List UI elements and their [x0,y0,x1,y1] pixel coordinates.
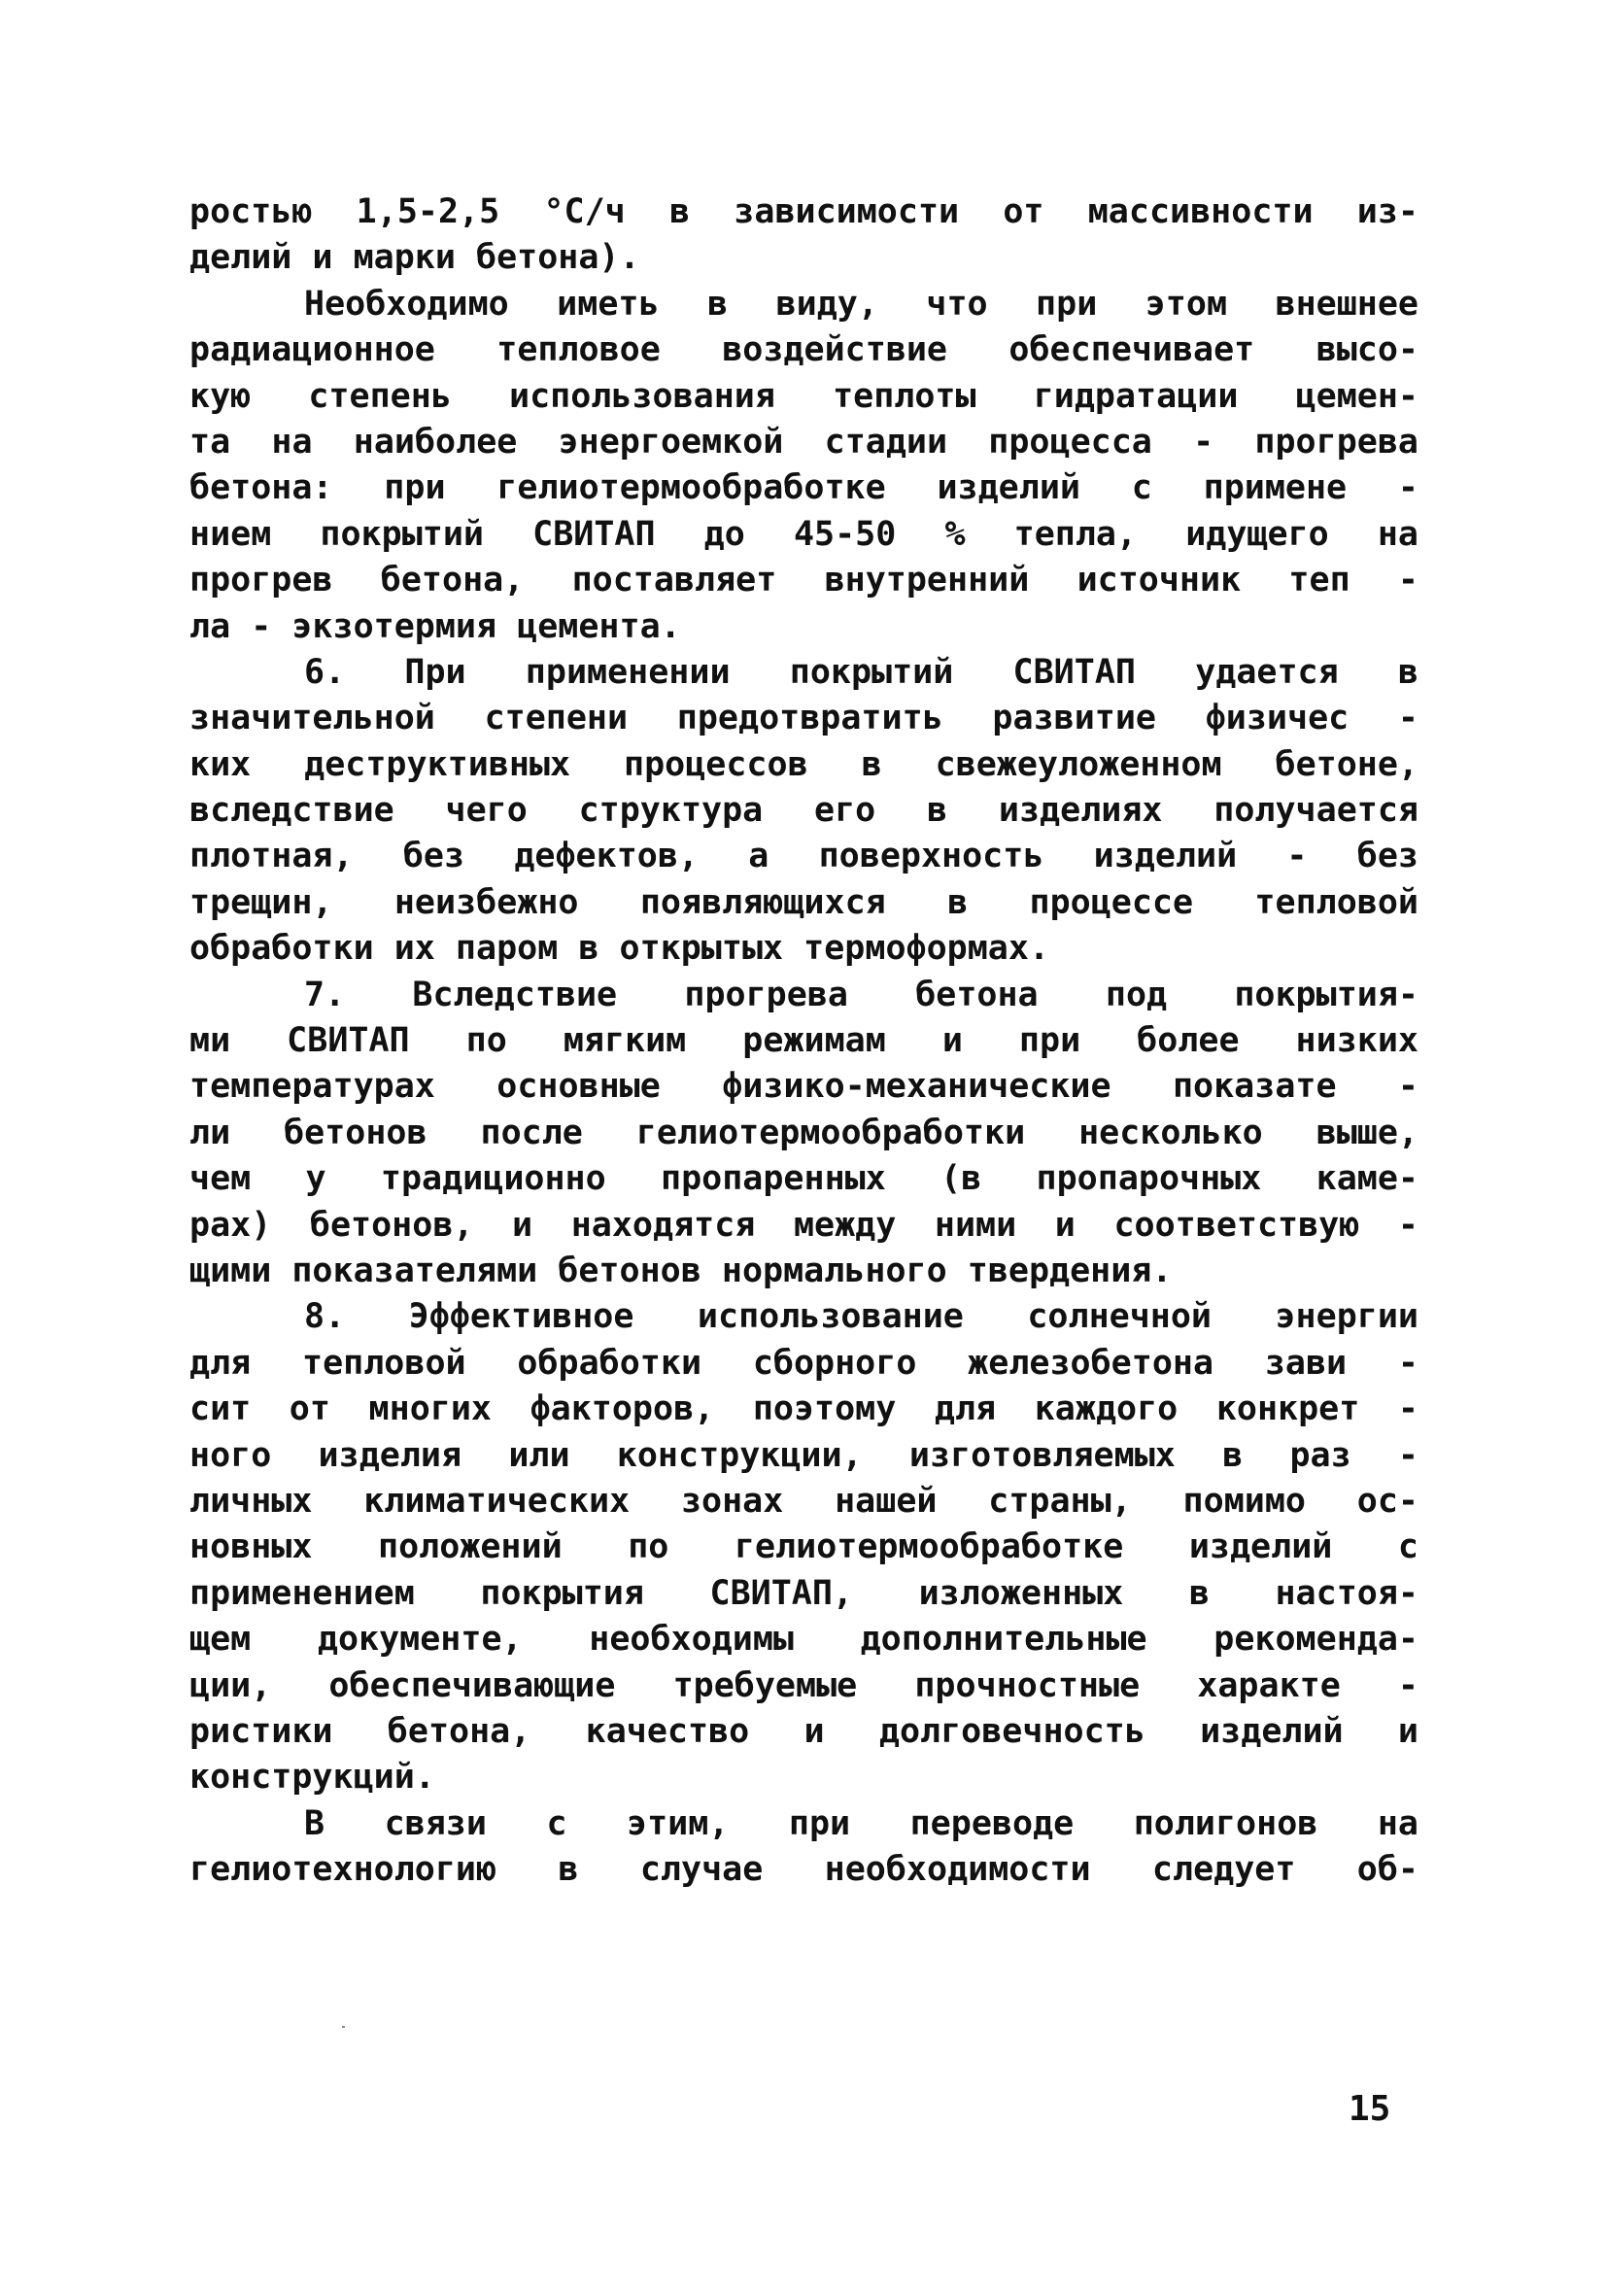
text-line: ростью 1,5-2,5 °С/ч в зависимости от массивности из- [189,192,1418,231]
text-line: В связи с этим, при переводе полигонов на [304,1803,1418,1843]
text-line: личных климатических зонах нашей страны, помимо ос- [189,1481,1418,1521]
text-line: кую степень использования теплоты гидратации цемен- [189,376,1418,416]
text-line: 8. Эффективное использование солнечной энергии [304,1297,1418,1337]
text-line: ми СВИТАП по мягким режимам и при более низких [189,1021,1418,1061]
scan-speck [342,2026,345,2028]
text-line: делий и марки бетона). [189,238,640,278]
text-line: температурах основные физико-механические показате - [189,1067,1418,1107]
text-line: сит от многих факторов, поэтому для каждого конкрет - [189,1389,1418,1429]
text-line: бетона: при гелиотермообработке изделий с примене - [189,468,1418,508]
text-line: новных положений по гелиотермообработке изделий с [189,1527,1418,1567]
text-line: нием покрытий СВИТАП до 45-50 % тепла, идущего на [189,514,1418,554]
text-line: плотная, без дефектов, а поверхность изделий - без [189,837,1418,876]
text-line: 6. При применении покрытий СВИТАП удается в [304,652,1418,692]
text-line: ристики бетона, качество и долговечность изделий и [189,1711,1418,1751]
text-line: радиационное тепловое воздействие обеспечивает высо- [189,330,1418,370]
text-line: гелиотехнологию в случае необходимости следует об- [189,1850,1418,1890]
text-line: конструкций. [189,1758,435,1798]
text-line: Необходимо иметь в виду, что при этом внешнее [304,284,1418,324]
text-line: чем у традиционно пропаренных (в пропарочных каме- [189,1159,1418,1199]
text-line: прогрев бетона, поставляет внутренний источник теп - [189,561,1418,600]
text-line: трещин, неизбежно появляющихся в процессе тепловой [189,882,1418,922]
text-line: обработки их паром в открытых термоформах. [189,929,1050,969]
text-line: ного изделия или конструкции, изготовляемых в раз - [189,1435,1418,1475]
text-line: щем документе, необходимы дополнительные рекоменда- [189,1620,1418,1660]
text-line: щими показателями бетонов нормального твердения. [189,1251,1173,1290]
text-line: та на наиболее энергоемкой стадии процесса - прогрева [189,422,1418,462]
text-line: ких деструктивных процессов в свежеуложенном бетоне, [189,744,1418,784]
text-line: ли бетонов после гелиотермообработки несколько выше, [189,1113,1418,1152]
text-line: вследствие чего структура его в изделиях получается [189,791,1418,831]
text-line: ла - экзотермия цемента. [189,606,681,646]
text-line: значительной степени предотвратить развитие физичес - [189,699,1418,738]
text-line: 7. Вследствие прогрева бетона под покрытия- [304,975,1418,1014]
text-line: ции, обеспечивающие требуемые прочностные характе - [189,1665,1418,1705]
text-line: рах) бетонов, и находятся между ними и соответствую - [189,1205,1418,1245]
text-line: для тепловой обработки сборного железобетона зави - [189,1343,1418,1383]
body-text [189,189,1418,1893]
text-line: применением покрытия СВИТАП, изложенных в настоя- [189,1573,1418,1613]
page-number: 15 [1349,2089,1391,2129]
